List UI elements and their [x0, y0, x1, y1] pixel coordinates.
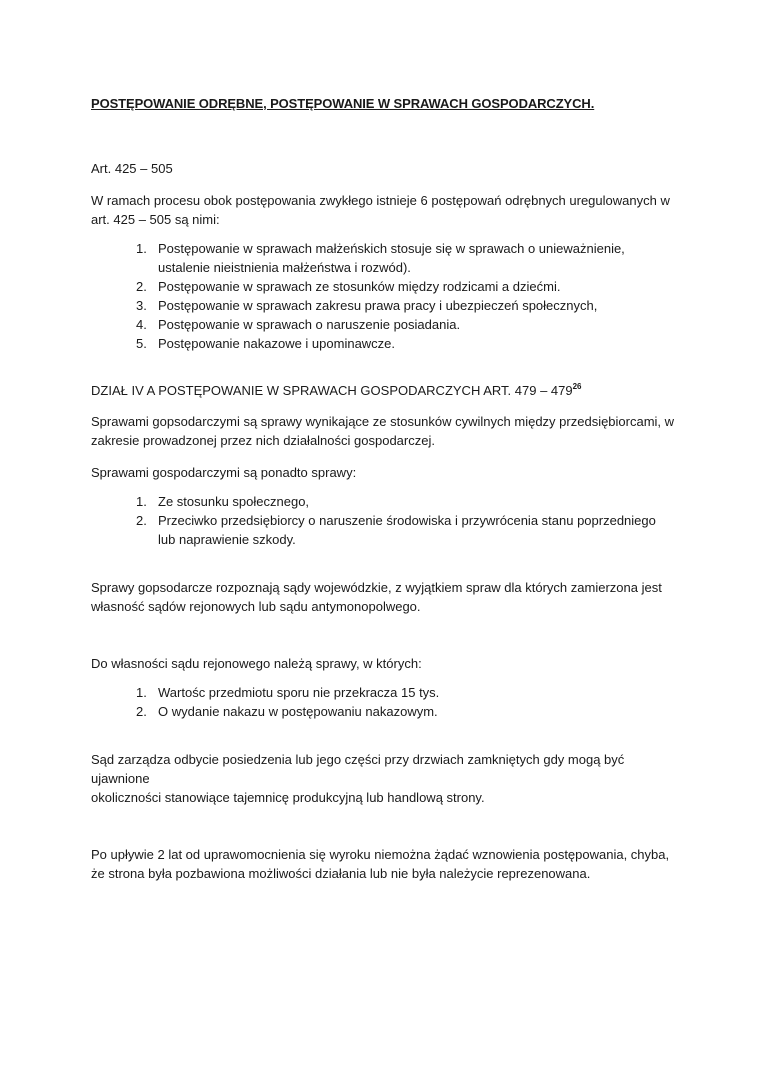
list-item: [91, 492, 676, 511]
list-item: [91, 683, 676, 702]
list-item: [91, 511, 676, 549]
additional-cases-list: [91, 492, 676, 549]
list-item-line-1: Postępowanie w sprawach o naruszenie posiadania.: [158, 317, 461, 332]
paragraph-line-2: że strona była pozbawiona możliwości działania lub nie była należycie reprezenowana.: [91, 866, 591, 881]
list-item-number: 5.: [136, 336, 147, 351]
list-item-line-1: Wartośc przedmiotu sporu nie przekracza 15 tys.: [158, 685, 440, 700]
list-item: [91, 277, 676, 296]
district-court-cases-list: [91, 683, 676, 721]
list-item-line-1: Postępowanie w sprawach zakresu prawa pracy i ubezpieczeń społecznych,: [158, 298, 598, 313]
list-item: [91, 702, 676, 721]
list-item-line-1: Przeciwko przedsiębiorcy o naruszenie środowiska i przywrócenia stanu poprzedniego: [158, 513, 656, 528]
intro-line-1: W ramach procesu obok postępowania zwykłego istnieje 6 postępowań odrębnych uregulowanych w: [91, 193, 670, 208]
intro-paragraph: [91, 191, 676, 229]
list-item: [91, 315, 676, 334]
separate-proceedings-list: [91, 239, 676, 353]
list-item: [91, 296, 676, 315]
list-item-line-1: Postępowanie nakazowe i upominawcze.: [158, 336, 396, 351]
paragraph-line-1: Sprawami gopsodarczymi są sprawy wynikające ze stosunków cywilnych między przedsiębiorcami, w: [91, 414, 675, 429]
reopening-paragraph: [91, 845, 676, 883]
paragraph-line-2: okoliczności stanowiące tajemnicę produkcyjną lub handlową strony.: [91, 790, 485, 805]
list-item-number: 1.: [136, 494, 147, 509]
paragraph-line-2: własność sądów rejonowych lub sądu antymonopolwego.: [91, 599, 421, 614]
document-body: [91, 94, 676, 883]
list-item-number: 1.: [136, 685, 147, 700]
list-item-number: 2.: [136, 513, 147, 528]
section-heading: [91, 381, 676, 400]
list-item: [91, 239, 676, 277]
section-heading-superscript: 26: [572, 382, 582, 391]
document-title: POSTĘPOWANIE ODRĘBNE, POSTĘPOWANIE W SPRAWACH GOSPODARCZYCH.: [91, 96, 595, 111]
list-item-line-1: Postępowanie w sprawach małżeńskich stosuje się w sprawach o unieważnienie,: [158, 241, 625, 256]
intro-line-2: art. 425 – 505 są nimi:: [91, 212, 220, 227]
list-item-number: 4.: [136, 317, 147, 332]
list-item-line-1: O wydanie nakazu w postępowaniu nakazowym.: [158, 704, 438, 719]
paragraph-line-1: Sprawy gopsodarcze rozpoznają sądy wojewódzkie, z wyjątkiem spraw dla których zamierzona jest: [91, 580, 662, 595]
list-item-line-2: lub naprawienie szkody.: [158, 532, 296, 547]
list-item-number: 2.: [136, 279, 147, 294]
list-item-line-1: Postępowanie w sprawach ze stosunków między rodzicami a dziećmi.: [158, 279, 561, 294]
section-heading-text: DZIAŁ IV A POSTĘPOWANIE W SPRAWACH GOSPODARCZYCH ART. 479 – 479: [91, 383, 573, 398]
list-item-number: 1.: [136, 241, 147, 256]
list-item: [91, 334, 676, 353]
list-item-number: 3.: [136, 298, 147, 313]
list-item-number: 2.: [136, 704, 147, 719]
jurisdiction-paragraph: [91, 578, 676, 616]
additional-cases-paragraph: Sprawami gospodarczymi są ponadto sprawy:: [91, 465, 357, 480]
list-item-line-2: ustalenie nieistnienia małżeństwa i rozwód).: [158, 260, 411, 275]
paragraph-line-1: Sąd zarządza odbycie posiedzenia lub jego części przy drzwiach zamkniętych gdy mogą być ujawnione: [91, 752, 625, 786]
list-item-line-1: Ze stosunku społecznego,: [158, 494, 310, 509]
article-range: Art. 425 – 505: [91, 161, 173, 176]
paragraph-line-1: Po upływie 2 lat od uprawomocnienia się wyroku niemożna żądać wznowienia postępowania, chyba,: [91, 847, 670, 862]
district-court-paragraph: Do własności sądu rejonowego należą sprawy, w których:: [91, 656, 422, 671]
commercial-cases-definition: [91, 412, 676, 450]
closed-session-paragraph: [91, 750, 676, 807]
paragraph-line-2: zakresie prowadzonej przez nich działalności gospodarczej.: [91, 433, 435, 448]
